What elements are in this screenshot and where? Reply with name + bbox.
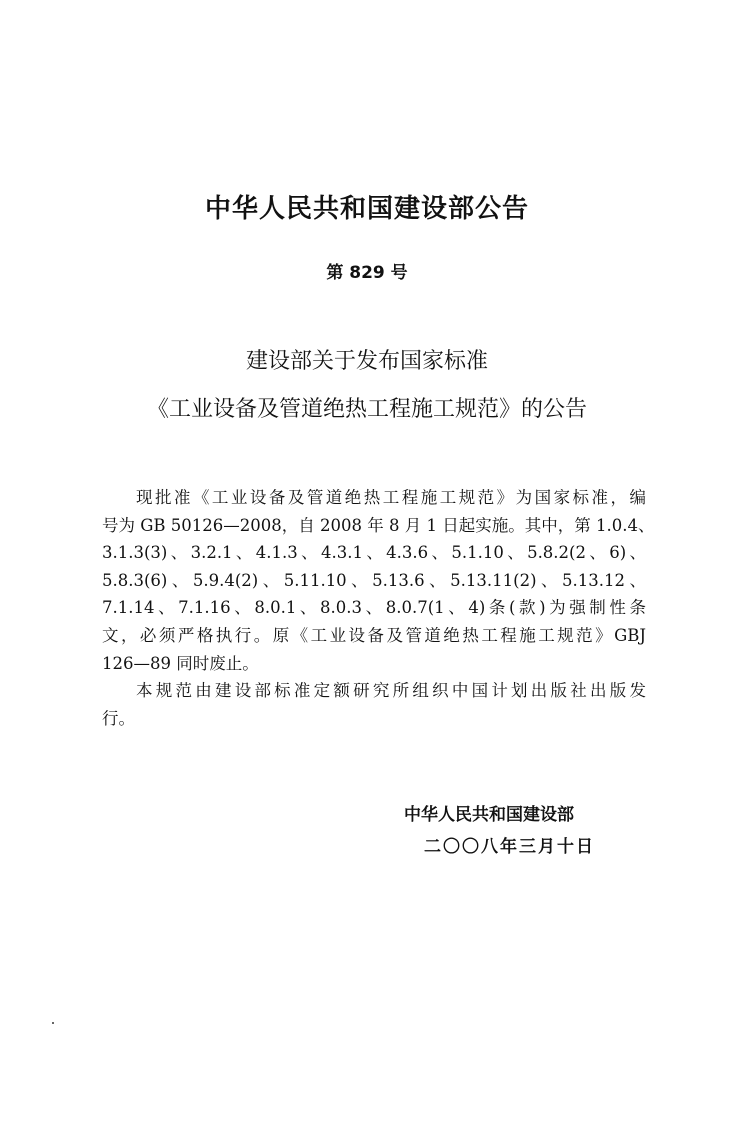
page-title: 中华人民共和国建设部公告 [204, 194, 529, 224]
subtitle-line-2: 《工业设备及管道绝热工程施工规范》的公告 [146, 397, 587, 422]
body-line: 行。 [102, 708, 135, 728]
body-line: 文，必须严格执行。原《工业设备及管道绝热工程施工规范》GBJ [102, 625, 646, 645]
body-line: 现批准《工业设备及管道绝热工程施工规范》为国家标准，编 [136, 488, 646, 507]
body-line: 7.1.14、7.1.16、8.0.1、8.0.3、8.0.7(1、4)条(款)为强制性条 [102, 598, 646, 618]
body-line: 本规范由建设部标准定额研究所组织中国计划出版社出版发 [136, 681, 646, 701]
issue-date: 二〇〇八年三月十日 [424, 837, 595, 857]
announcement-body [102, 484, 655, 732]
body-line: 126—89 同时废止。 [102, 653, 259, 673]
issuer: 中华人民共和国建设部 [404, 805, 574, 825]
subtitle-line-1: 建设部关于发布国家标准 [245, 349, 488, 374]
body-line: 3.1.3(3)、3.2.1、4.1.3、4.3.1、4.3.6、5.1.10、5.8.2(2、6)、 [102, 543, 646, 563]
body-line: 号为 GB 50126—2008，自 2008 年 8 月 1 日起实施。其中，第 1.0.4、 [102, 515, 655, 535]
body-line: 5.8.3(6)、5.9.4(2)、5.11.10、5.13.6、5.13.11(2)、5.13.12、 [102, 570, 646, 590]
scan-speck [52, 1022, 54, 1024]
announcement-number: 第 829 号 [326, 263, 408, 283]
